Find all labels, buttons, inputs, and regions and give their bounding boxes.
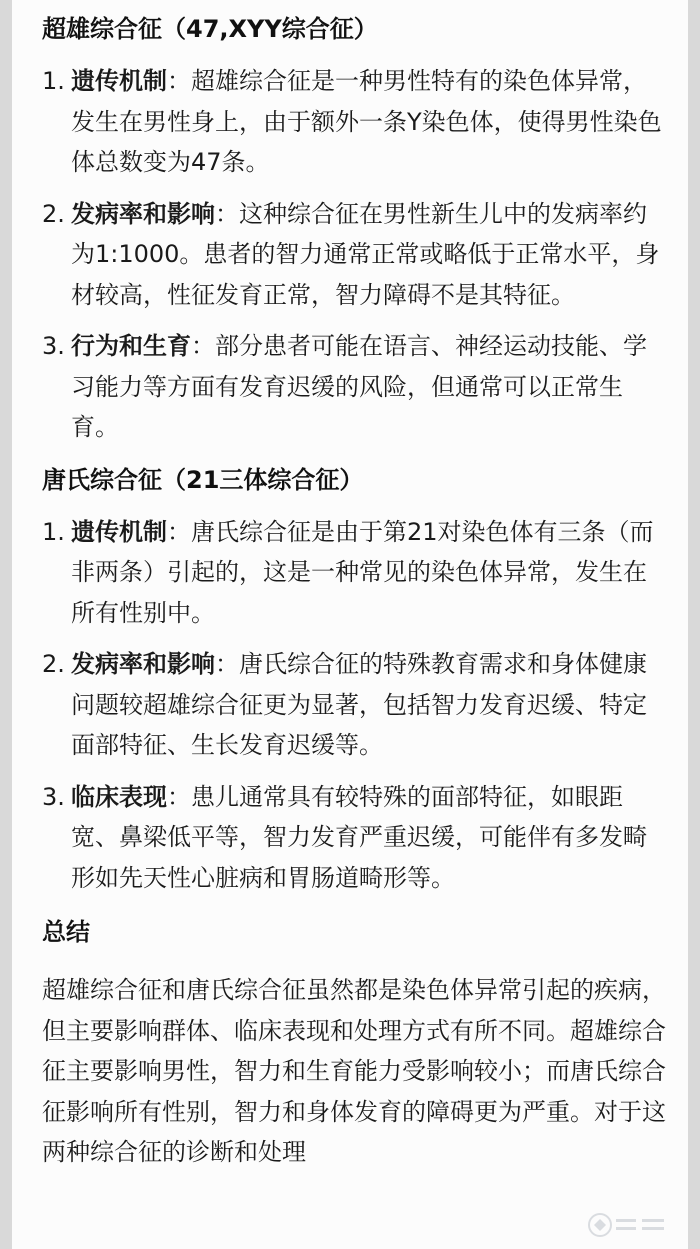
list-number: 1.: [42, 517, 65, 546]
section-title-xyy: 超雄综合征（47,XYY综合征）: [42, 15, 378, 43]
list-term: 遗传机制: [71, 67, 167, 95]
list-item: [42, 61, 666, 183]
list-item: [42, 644, 666, 766]
list-term: 行为和生育: [71, 332, 191, 360]
section-title-summary: 总结: [42, 918, 90, 946]
list-number: 3.: [42, 782, 65, 811]
list-item: [42, 777, 666, 899]
article-content: [42, 0, 666, 1173]
list-colon: ：: [167, 517, 191, 546]
list-term: 遗传机制: [71, 517, 167, 546]
site-logo-icon: [586, 1207, 670, 1243]
list-term: 发病率和影响: [71, 650, 215, 678]
list-item: [42, 512, 666, 634]
list-text: 患儿通常具有较特殊的面部特征，如眼距宽、鼻梁低平等，智力发育严重迟缓，可能伴有多发畸形如先天性心脏病和胃肠道畸形等。: [71, 782, 647, 892]
list-text: 唐氏综合征的特殊教育需求和身体健康问题较超雄综合征更为显著，包括智力发育迟缓、特定面部特征、生长发育迟缓等。: [71, 650, 647, 759]
xyy-list: [42, 61, 666, 448]
list-text: 这种综合征在男性新生儿中的发病率约为1:1000。患者的智力通常正常或略低于正常水平，身材较高，性征发育正常，智力障碍不是其特征。: [71, 199, 660, 309]
list-text: 超雄综合征是一种男性特有的染色体异常，发生在男性身上，由于额外一条Y染色体，使得男性染色体总数变为47条。: [71, 67, 662, 176]
list-colon: ：: [167, 67, 191, 95]
list-colon: ：: [215, 199, 239, 228]
list-item: [42, 194, 666, 316]
list-number: 2.: [42, 199, 65, 228]
down-list: [42, 512, 666, 899]
left-margin-strip: [0, 0, 12, 1249]
list-item: [42, 326, 666, 448]
right-margin-strip: [688, 0, 700, 1249]
article-page: [12, 0, 688, 1249]
list-term: 发病率和影响: [71, 199, 215, 228]
list-number: 3.: [42, 332, 65, 360]
list-number: 1.: [42, 67, 65, 95]
list-text: 部分患者可能在语言、神经运动技能、学习能力等方面有发育迟缓的风险，但通常可以正常生育。: [71, 332, 647, 441]
list-colon: ：: [215, 650, 239, 678]
list-colon: ：: [167, 782, 191, 811]
list-number: 2.: [42, 650, 65, 678]
list-term: 临床表现: [71, 782, 167, 811]
list-colon: ：: [191, 332, 215, 360]
list-text: 唐氏综合征是由于第21对染色体有三条（而非两条）引起的，这是一种常见的染色体异常，发生在所有性别中。: [71, 517, 654, 627]
section-title-down: 唐氏综合征（21三体综合征）: [42, 465, 364, 494]
summary-paragraph: 超雄综合征和唐氏综合征虽然都是染色体异常引起的疾病，但主要影响群体、临床表现和处理方式有所不同。超雄综合征主要影响男性，智力和生育能力受影响较小；而唐氏综合征影响所有性别，智力和身体发育的障碍更为严重。对于这两种综合征的诊断和处理: [42, 976, 666, 1166]
